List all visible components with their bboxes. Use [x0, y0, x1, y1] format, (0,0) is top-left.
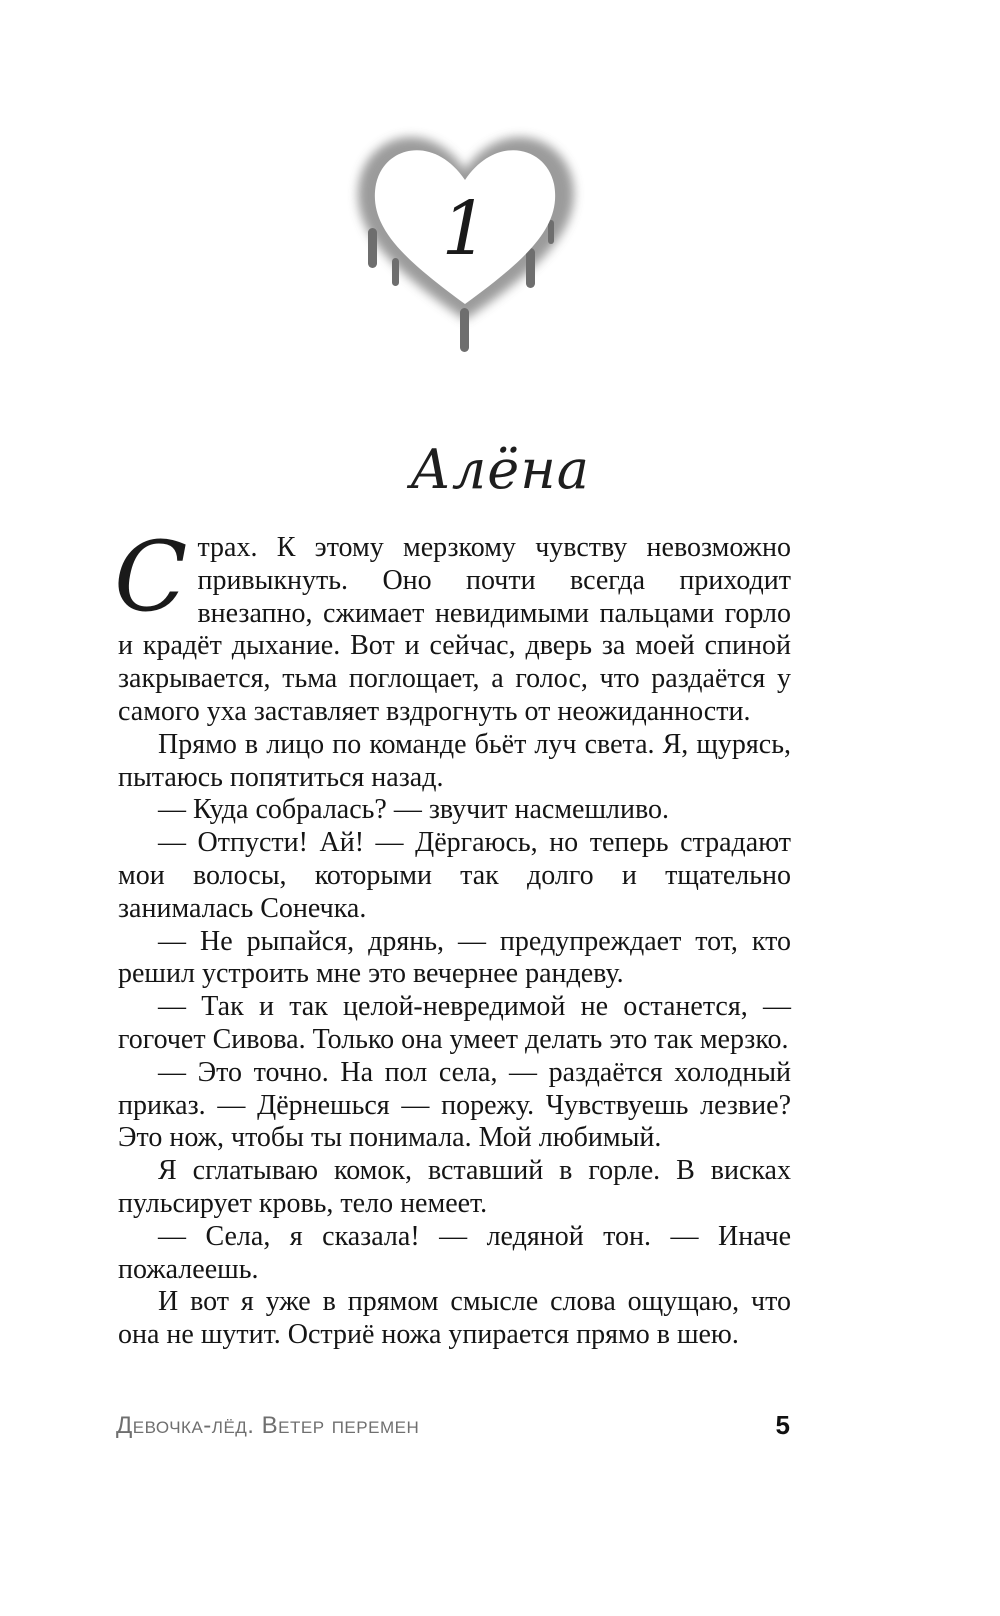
- page-number: 5: [775, 1410, 790, 1440]
- paragraph: — Отпусти! Ай! — Дёргаюсь, но теперь страдают мои волосы, которыми так долго и тщательно занималась Сонечка.: [118, 827, 791, 924]
- drop-cap: С: [114, 521, 188, 633]
- chapter-number: 1: [441, 186, 489, 272]
- chapter-narrator: Алёна: [410, 438, 590, 501]
- running-footer-title: Девочка-лёд. Ветер перемен: [116, 1412, 420, 1439]
- paragraph: — Так и так целой-невредимой не останется, — гогочет Сивова. Только она умеет делать это так мерзко.: [118, 991, 791, 1055]
- paragraph: — Не рыпайся, дрянь, — предупреждает тот, кто решил устроить мне это вечернее рандеву.: [118, 925, 791, 990]
- paragraph-text: трах. К этому мерзкому чувству невозможно привыкнуть. Оно почти всегда приходит внезапно, сжимает невидимыми пальцами горло и крадёт дыхание. Вот и сейчас, дверь за моей спиной закрывается, тьма поглощает, а голос, что раздаётся у самого уха заставляет вздрогнуть от неожиданности.: [118, 532, 791, 727]
- paragraph: [114, 521, 791, 729]
- paragraph: — Куда собралась? — звучит насмешливо.: [158, 794, 670, 826]
- paragraph: Я сглатываю комок, вставший в горле. В висках пульсирует кровь, тело немеет.: [118, 1155, 791, 1219]
- chapter-text: [114, 521, 791, 1352]
- paragraph: И вот я уже в прямом смысле слова ощущаю, что она не шутит. Остриё ножа упирается прямо в шею.: [118, 1286, 791, 1351]
- paragraph: — Села, я сказала! — ледяной тон. — Иначе пожалеешь.: [118, 1220, 791, 1285]
- paragraph: — Это точно. На пол села, — раздаётся холодный приказ. — Дёрнешься — порежу. Чувствуешь лезвие? Это нож, чтобы ты понимала. Мой любимый.: [118, 1056, 791, 1154]
- paragraph: Прямо в лицо по команде бьёт луч света. Я, щурясь, пытаюсь попятиться назад.: [118, 728, 791, 793]
- chapter-heart-emblem: [330, 108, 600, 368]
